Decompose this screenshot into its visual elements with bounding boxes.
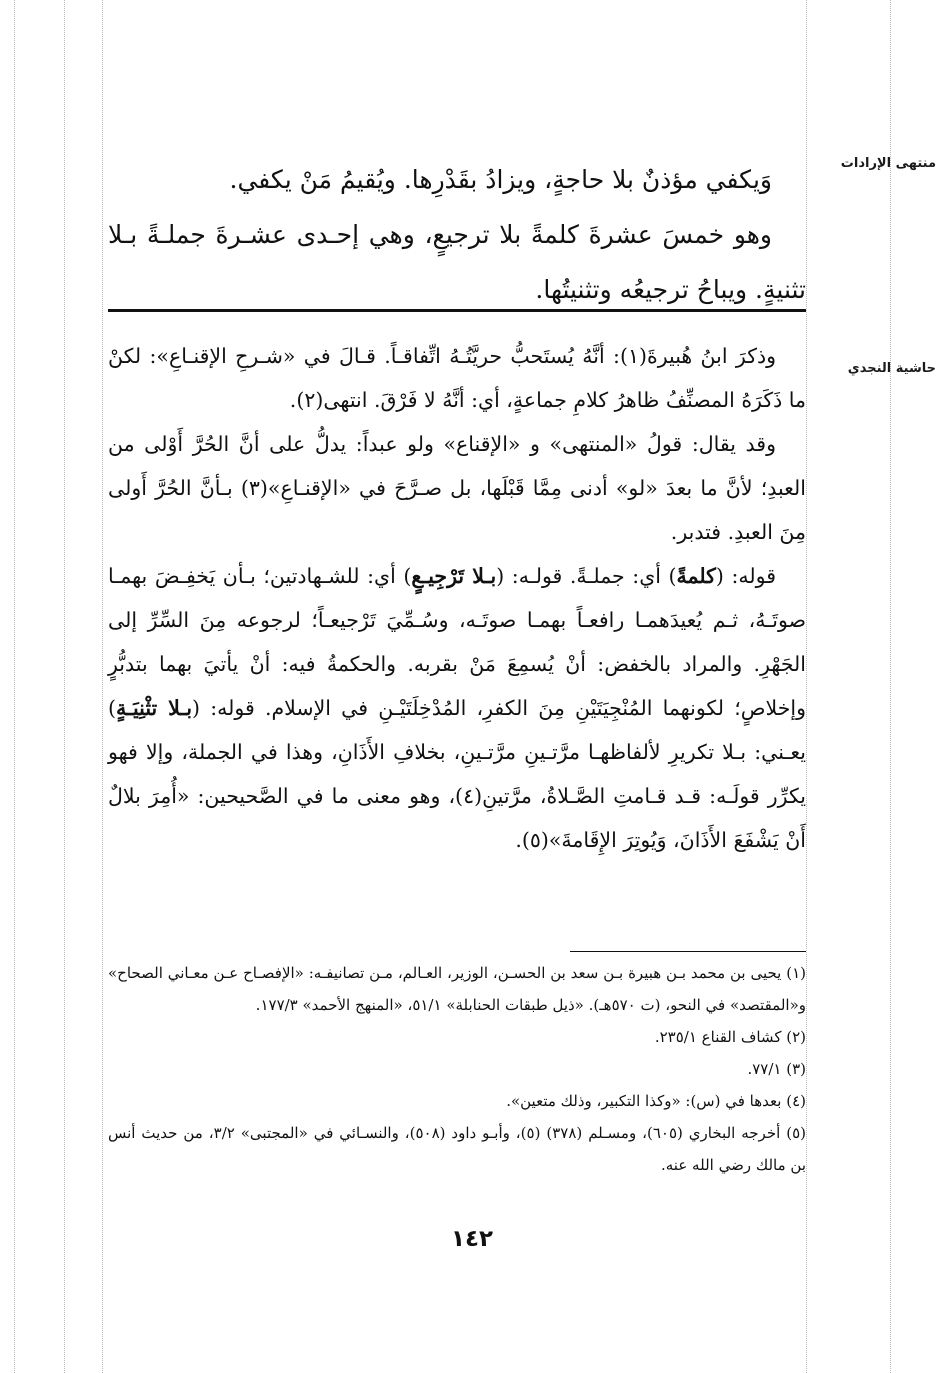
main-text-line: وَيكفي مؤذنٌ بلا حاجةٍ، ويزادُ بقَدْرِها. ويُقيمُ مَنْ يكفي.	[229, 165, 772, 194]
side-label-hashiya: حاشية النجدي	[847, 361, 936, 376]
commentary-paragraph	[108, 554, 806, 862]
side-label-main-text: منتهى الإرادات	[840, 156, 936, 171]
main-text-paragraph: وهو خمسَ عشرةَ كلمةً بلا ترجيعٍ، وهي إحـدى عشـرةَ جملـةً بـلا تثنيةٍ. ويباحُ ترجيعُه وتثنيتُها.	[108, 220, 806, 304]
footnote: (٥) أخرجه البخاري (٦٠٥)، ومسـلم (٣٧٨) (٥)، وأبـو داود (٥٠٨)، والنسـائي في «المجتبى» ٣/٢، من حديث أنس بن مالك رضي الله عنه.	[108, 1124, 806, 1174]
footnotes	[108, 957, 806, 1181]
margin-guide	[806, 0, 807, 1373]
commentary-paragraph: وقد يقال: قولُ «المنتهى» و «الإقناع» ولو عبداً: يدلُّ على أنَّ الحُرَّ أَوْلى من العبدِ؛ لأنَّ ما بعدَ «لو» أدنى مِمَّا قَبْلَها، بل صـرَّحَ في «الإقنـاعِ»(٣) بـأنَّ الحُرَّ أَولى مِنَ العبدِ. فتدبر.	[108, 432, 806, 544]
footnote: (٤) بعدها في (س): «وكذا التكبير، وذلك متعين».	[506, 1092, 806, 1110]
footnote: (١) يحيى بن محمد بـن هبيرة بـن سعد بن الحسـن، الوزير، العـالم، مـن تصانيفـه: «الإفصـاح عـن معـاني الصحاح» و«المقتصد» في النحو، (ت ٥٧٠هـ). «ذيل طبقات الحنابلة» ٥١/١، «المنهج الأحمد» ١٧٧/٣.	[108, 964, 806, 1014]
bold-term: كلمةً	[676, 564, 716, 588]
footnote: (٣) ٧٧/١.	[747, 1060, 806, 1078]
margin-guide	[102, 0, 103, 1373]
margin-guide	[890, 0, 891, 1373]
section-divider	[108, 309, 806, 312]
bold-term: بـلا تثْنِيَـةٍ	[116, 696, 193, 720]
commentary-text: ) يعـني: بـلا تكريرِ لألفاظهـا مرَّتـينِ مرَّتـينِ، بخلافِ الأَذَانِ، وهذا في الجملة، وإلا فهو يكرِّر قولَـه: قـد قـامتِ الصَّـلاةُ، مرَّتينِ(٤)، وهو معنى ما في الصَّحيحين: «أُمِرَ بلالٌ أَنْ يَشْفَعَ الأَذَانَ، وَيُوتِرَ الإِقَامةَ»(٥).	[108, 696, 807, 852]
bold-term: بـلا تَرْجِيـعٍ	[411, 564, 497, 588]
commentary-paragraph: وذكرَ ابنُ هُبيرةَ(١): أنَّهُ يُستَحبُّ حريَّتُـهُ اتِّفاقـاً. قـالَ في «شـرحِ الإقنـاعِ»: لكنْ ما ذَكَرَهُ المصنِّفُ ظاهرُ كلامِ جماعةٍ، أي: أنَّهُ لا فَرْقَ. انتهى(٢).	[108, 344, 806, 412]
footnote: (٢) كشاف القناع ٢٣٥/١.	[654, 1028, 806, 1046]
page-number: ١٤٢	[450, 1226, 494, 1252]
main-text	[108, 152, 806, 317]
margin-guide	[14, 0, 15, 1373]
commentary-text: قوله: (	[715, 564, 776, 588]
commentary-section	[108, 334, 806, 862]
commentary-text: ) أي: جملـةً. قولـه: (	[496, 564, 677, 588]
commentary-text: ) أي: للشـهادتين؛ بـأن يَخفِـضَ بهمـا صوتَـهُ، ثـم يُعيدَهمـا رافعـاً بهمـا صوتَـه، وسُـمِّيَ تَرْجيعـاً؛ لرجوعه مِنَ السِّرِّ إلى الجَهْرِ. والمراد بالخفض: أنْ يُسمِعَ مَنْ بقربه. والحكمةُ فيه: أنْ يأتيَ بهما بتدبُّرٍ وإخلاصٍ؛ لكونهما المُنْجِيَتَيْنِ مِنَ الكفرِ، المُدْخِلَتَيْـنِ في الإسلام. قوله: (	[108, 564, 807, 720]
margin-guide	[64, 0, 65, 1373]
footnote-divider	[570, 951, 806, 952]
